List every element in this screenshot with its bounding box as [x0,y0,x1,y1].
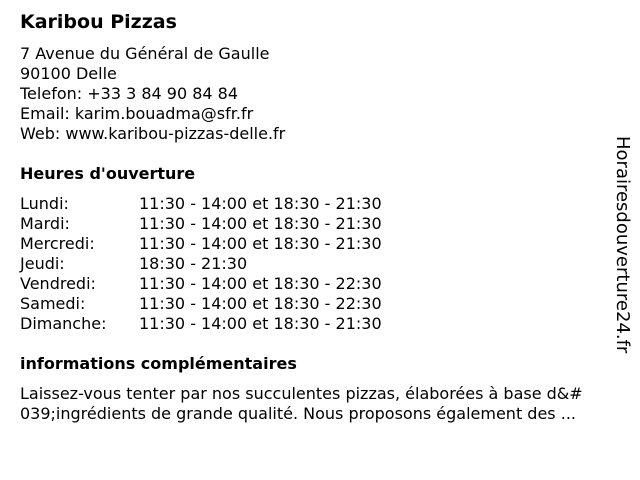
business-name: Karibou Pizzas [20,11,177,33]
day-label: Jeudi: [20,254,65,273]
time-range: 11:30 - 14:00 et 18:30 - 22:30 [139,274,382,293]
web-text: Web: www.karibou-pizzas-delle.fr [20,124,286,143]
info-description [20,384,630,424]
time-range: 11:30 - 14:00 et 18:30 - 21:30 [139,234,382,253]
info-title: informations complémentaires [20,354,297,373]
time-range: 11:30 - 14:00 et 18:30 - 22:30 [139,294,382,313]
time-range: 11:30 - 14:00 et 18:30 - 21:30 [139,194,382,213]
time-range: 11:30 - 14:00 et 18:30 - 21:30 [139,314,382,333]
address-line-1: 7 Avenue du Général de Gaulle [20,44,270,63]
time-range: 11:30 - 14:00 et 18:30 - 21:30 [139,214,382,233]
address-line-2: 90100 Delle [20,64,117,83]
day-label: Mardi: [20,214,70,233]
day-label: Lundi: [20,194,69,213]
day-label: Mercredi: [20,234,95,253]
info-line-2: 039;ingrédients de grande qualité. Nous proposons également des ... [20,404,576,423]
hours-title: Heures d'ouverture [20,164,196,183]
day-label: Vendredi: [20,274,96,293]
phone-text: Telefon: +33 3 84 90 84 84 [20,84,239,103]
brand-watermark [610,136,634,370]
info-line-1: Laissez-vous tenter par nos succulentes pizzas, élaborées à base d&# [20,384,583,403]
day-label: Dimanche: [20,314,107,333]
time-range: 18:30 - 21:30 [139,254,248,273]
contact-block [20,44,285,144]
brand-text: Horairesdouverture24.fr [612,136,633,354]
email-text: Email: karim.bouadma@sfr.fr [20,104,254,123]
day-label: Samedi: [20,294,86,313]
